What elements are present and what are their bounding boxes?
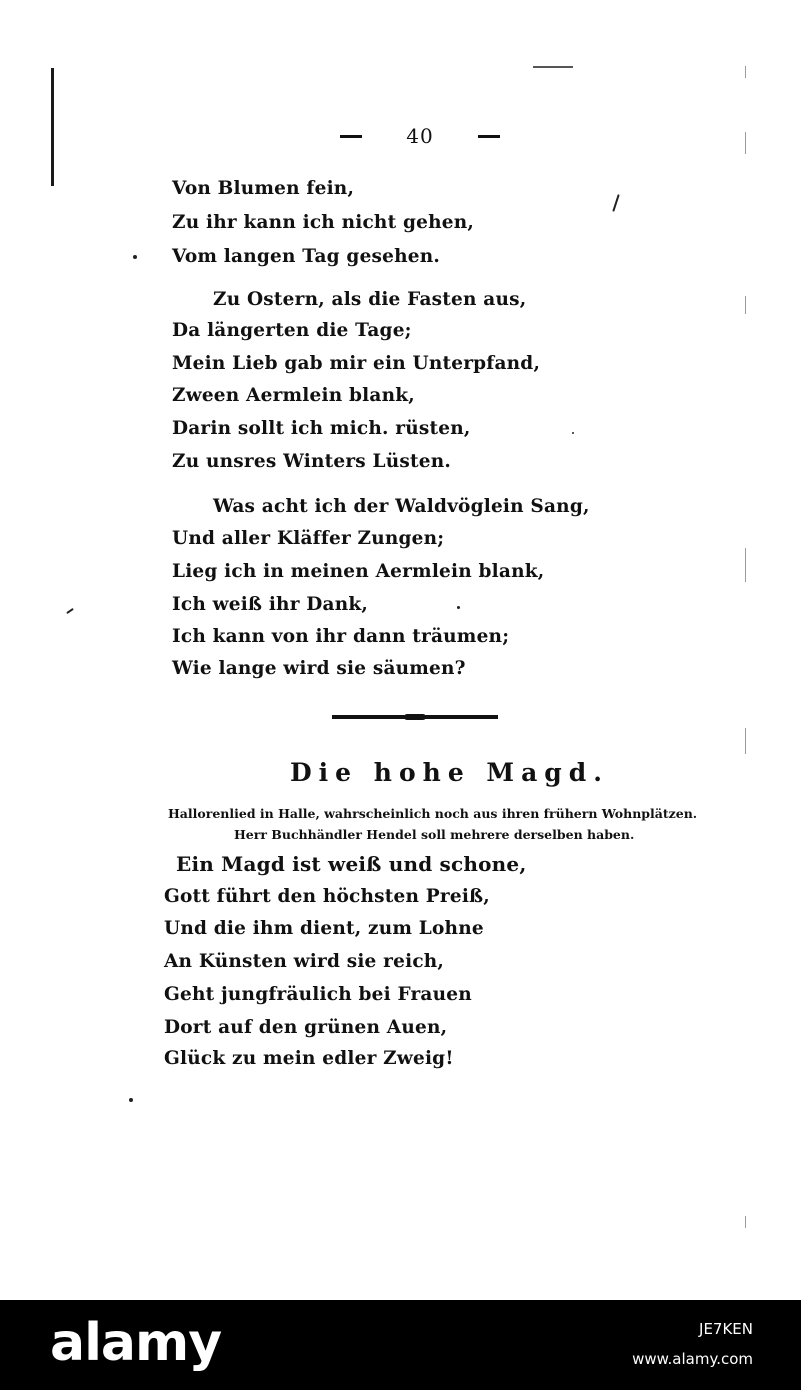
right-margin-scan-mark [745, 296, 746, 314]
verse-line: Wie lange wird sie säumen? [172, 658, 466, 679]
right-margin-scan-mark [745, 66, 746, 78]
header-dash-left [340, 135, 362, 138]
ornamental-divider [332, 714, 498, 720]
verse-line: Lieg ich in meinen Aermlein blank, [172, 561, 545, 582]
verse-line: An Künsten wird sie reich, [164, 951, 445, 972]
watermark-image-id: JE7KEN [699, 1320, 753, 1338]
watermark-url: www.alamy.com [632, 1350, 753, 1368]
verse-line: Da längerten die Tage; [172, 320, 412, 341]
scan-speck [612, 194, 619, 212]
scan-speck [66, 608, 74, 614]
verse-line: Ein Magd ist weiß und schone, [176, 852, 527, 876]
verse-line: Zween Aermlein blank, [172, 385, 415, 406]
verse-line: Gott führt den höchsten Preiß, [164, 886, 490, 907]
watermark-brand: alamy [50, 1313, 222, 1373]
left-margin-scan-line [51, 68, 54, 186]
verse-line: Vom langen Tag gesehen. [172, 246, 441, 267]
verse-line: Ich kann von ihr dann träumen; [172, 626, 510, 647]
page-header [340, 124, 500, 148]
watermark-bar [0, 1300, 801, 1390]
right-margin-scan-mark [745, 548, 746, 582]
scan-speck [457, 606, 460, 609]
right-margin-scan-mark [745, 132, 746, 154]
scan-speck [129, 1098, 133, 1102]
right-margin-scan-mark [745, 1216, 746, 1228]
verse-line: Darin sollt ich mich. rüsten, [172, 418, 471, 439]
poem-title: Die hohe Magd. [290, 758, 609, 787]
verse-line: Zu Ostern, als die Fasten aus, [213, 289, 527, 310]
scan-speck [133, 255, 137, 259]
poem-subtitle: Hallorenlied in Halle, wahrscheinlich noch aus ihren frühern Wohnplätzen. [168, 806, 698, 821]
verse-line: Glück zu mein edler Zweig! [164, 1048, 454, 1069]
verse-line: Und aller Kläffer Zungen; [172, 528, 445, 549]
verse-line: Dort auf den grünen Auen, [164, 1017, 448, 1038]
verse-line: Geht jungfräulich bei Frauen [164, 984, 472, 1005]
scan-speck [572, 432, 574, 434]
verse-line: Zu ihr kann ich nicht gehen, [172, 212, 474, 233]
verse-line: Von Blumen fein, [172, 178, 355, 199]
header-dash-right [478, 135, 500, 138]
divider-ornament [404, 714, 426, 720]
poem-note: Herr Buchhändler Hendel soll mehrere derselben haben. [234, 827, 635, 842]
verse-line: Was acht ich der Waldvöglein Sang, [213, 496, 590, 517]
page-number: 40 [406, 124, 434, 148]
verse-line: Und die ihm dient, zum Lohne [164, 918, 484, 939]
right-margin-scan-mark [745, 728, 746, 754]
verse-line: Ich weiß ihr Dank, [172, 594, 369, 615]
verse-line: Zu unsres Winters Lüsten. [172, 451, 452, 472]
top-scan-mark [533, 66, 573, 68]
verse-line: Mein Lieb gab mir ein Unterpfand, [172, 353, 541, 374]
